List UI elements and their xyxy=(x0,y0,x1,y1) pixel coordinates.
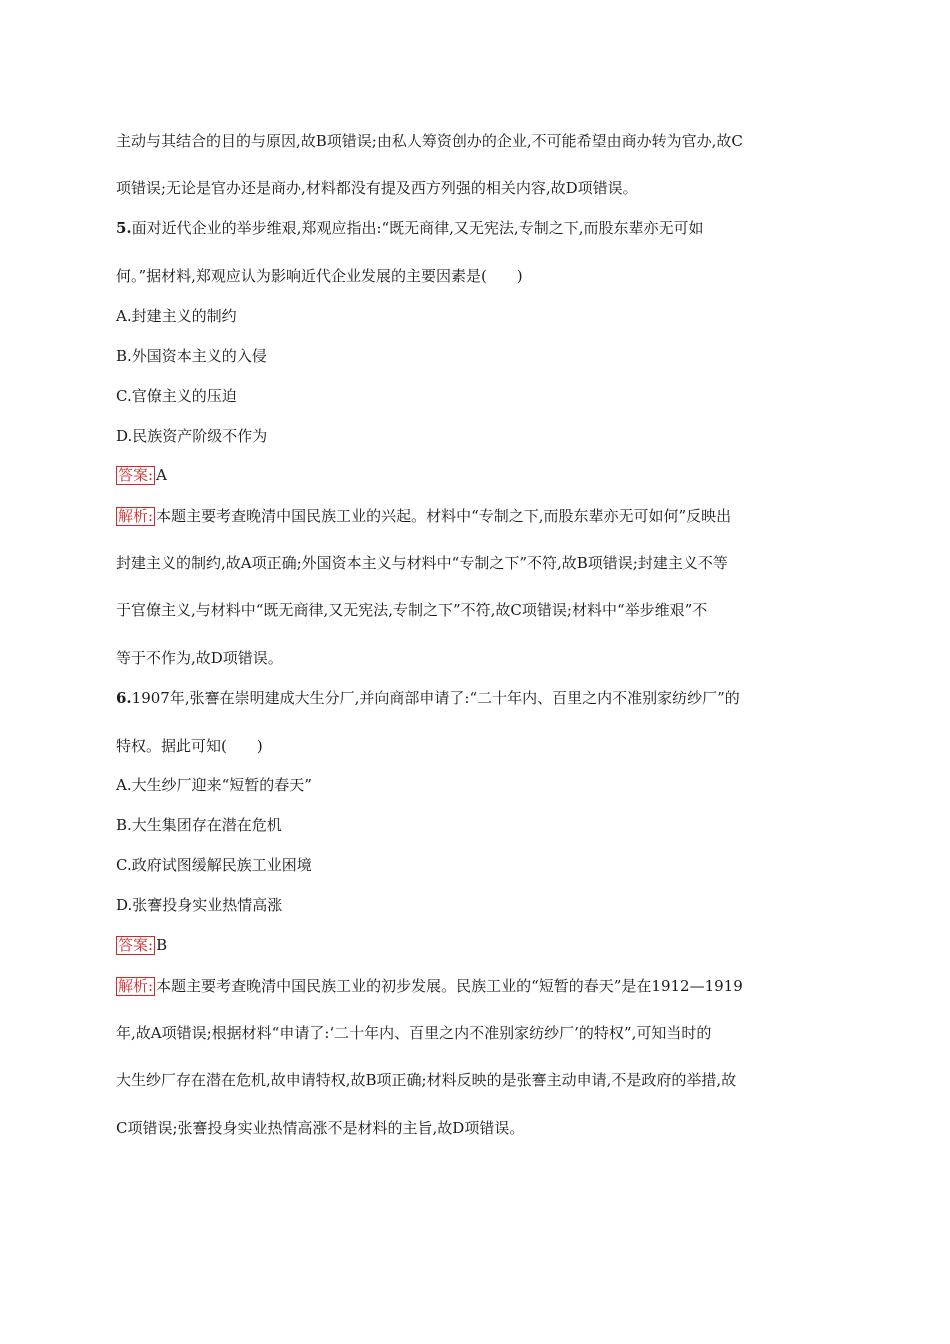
prev-explanation-line: 项错误;无论是官办还是商办,材料都没有提及西方列强的相关内容,故D项错误。 xyxy=(116,179,638,197)
q5-stem-text: 面对近代企业的举步维艰,郑观应指出:“既无商律,又无宪法,专制之下,而股东辈亦无可如 xyxy=(131,219,704,237)
q5-analysis xyxy=(116,506,836,526)
q5-answer xyxy=(116,465,836,485)
q5-analysis-line: 封建主义的制约,故A项正确;外国资本主义与材料中“专制之下”不符,故B项错误;封建主义不等 xyxy=(116,554,728,572)
q6-stem-cont: 特权。据此可知( ) xyxy=(116,737,263,755)
q6-answer xyxy=(116,935,836,955)
q5-analysis-text: 本题主要考查晚清中国民族工业的兴起。材料中“专制之下,而股东辈亦无可如何”反映出 xyxy=(156,507,732,525)
q6-analysis-line: 大生纱厂存在潜在危机,故申请特权,故B项正确;材料反映的是张謇主动申请,不是政府的举措,故 xyxy=(116,1071,737,1089)
q6-option-d: D.张謇投身实业热情高涨 xyxy=(116,896,283,914)
q5-option-d: D.民族资产阶级不作为 xyxy=(116,427,268,445)
q5-option-c: C.官僚主义的压迫 xyxy=(116,387,237,405)
q6-analysis-text: 本题主要考查晚清中国民族工业的初步发展。民族工业的“短暂的春天”是在1912—1919 xyxy=(156,977,743,995)
q6-number: 6. xyxy=(116,689,132,707)
q6-stem-text: 1907年,张謇在崇明建成大生分厂,并向商部申请了:“二十年内、百里之内不准别家纺纱厂”的 xyxy=(131,689,740,707)
q5-option-a: A.封建主义的制约 xyxy=(116,307,237,325)
q6-stem xyxy=(116,688,836,708)
answer-label: 答案: xyxy=(118,466,154,484)
q6-option-c: C.政府试图缓解民族工业困境 xyxy=(116,856,312,874)
q5-stem-cont: 何。”据材料,郑观应认为影响近代企业发展的主要因素是( ) xyxy=(116,267,523,285)
answer-label: 答案: xyxy=(118,936,154,954)
q6-analysis-line: C项错误;张謇投身实业热情高涨不是材料的主旨,故D项错误。 xyxy=(116,1119,525,1137)
q5-answer-value: A xyxy=(156,466,167,484)
analysis-label: 解析: xyxy=(118,507,154,525)
q6-analysis xyxy=(116,976,836,996)
q6-answer-value: B xyxy=(156,936,168,954)
q5-option-b: B.外国资本主义的入侵 xyxy=(116,347,267,365)
q5-number: 5. xyxy=(116,219,132,237)
analysis-label: 解析: xyxy=(118,977,154,995)
q6-option-b: B.大生集团存在潜在危机 xyxy=(116,816,282,834)
q5-stem xyxy=(116,218,836,238)
prev-explanation-line: 主动与其结合的目的与原因,故B项错误;由私人筹资创办的企业,不可能希望由商办转为官办,故C xyxy=(116,132,743,150)
q6-analysis-line: 年,故A项错误;根据材料“申请了:‘二十年内、百里之内不准别家纺纱厂’的特权”,可知当时的 xyxy=(116,1024,712,1042)
q5-analysis-line: 等于不作为,故D项错误。 xyxy=(116,649,283,667)
q6-option-a: A.大生纱厂迎来“短暂的春天” xyxy=(116,776,312,794)
q5-analysis-line: 于官僚主义,与材料中“既无商律,又无宪法,专制之下”不符,故C项错误;材料中“举步维艰”不 xyxy=(116,601,708,619)
